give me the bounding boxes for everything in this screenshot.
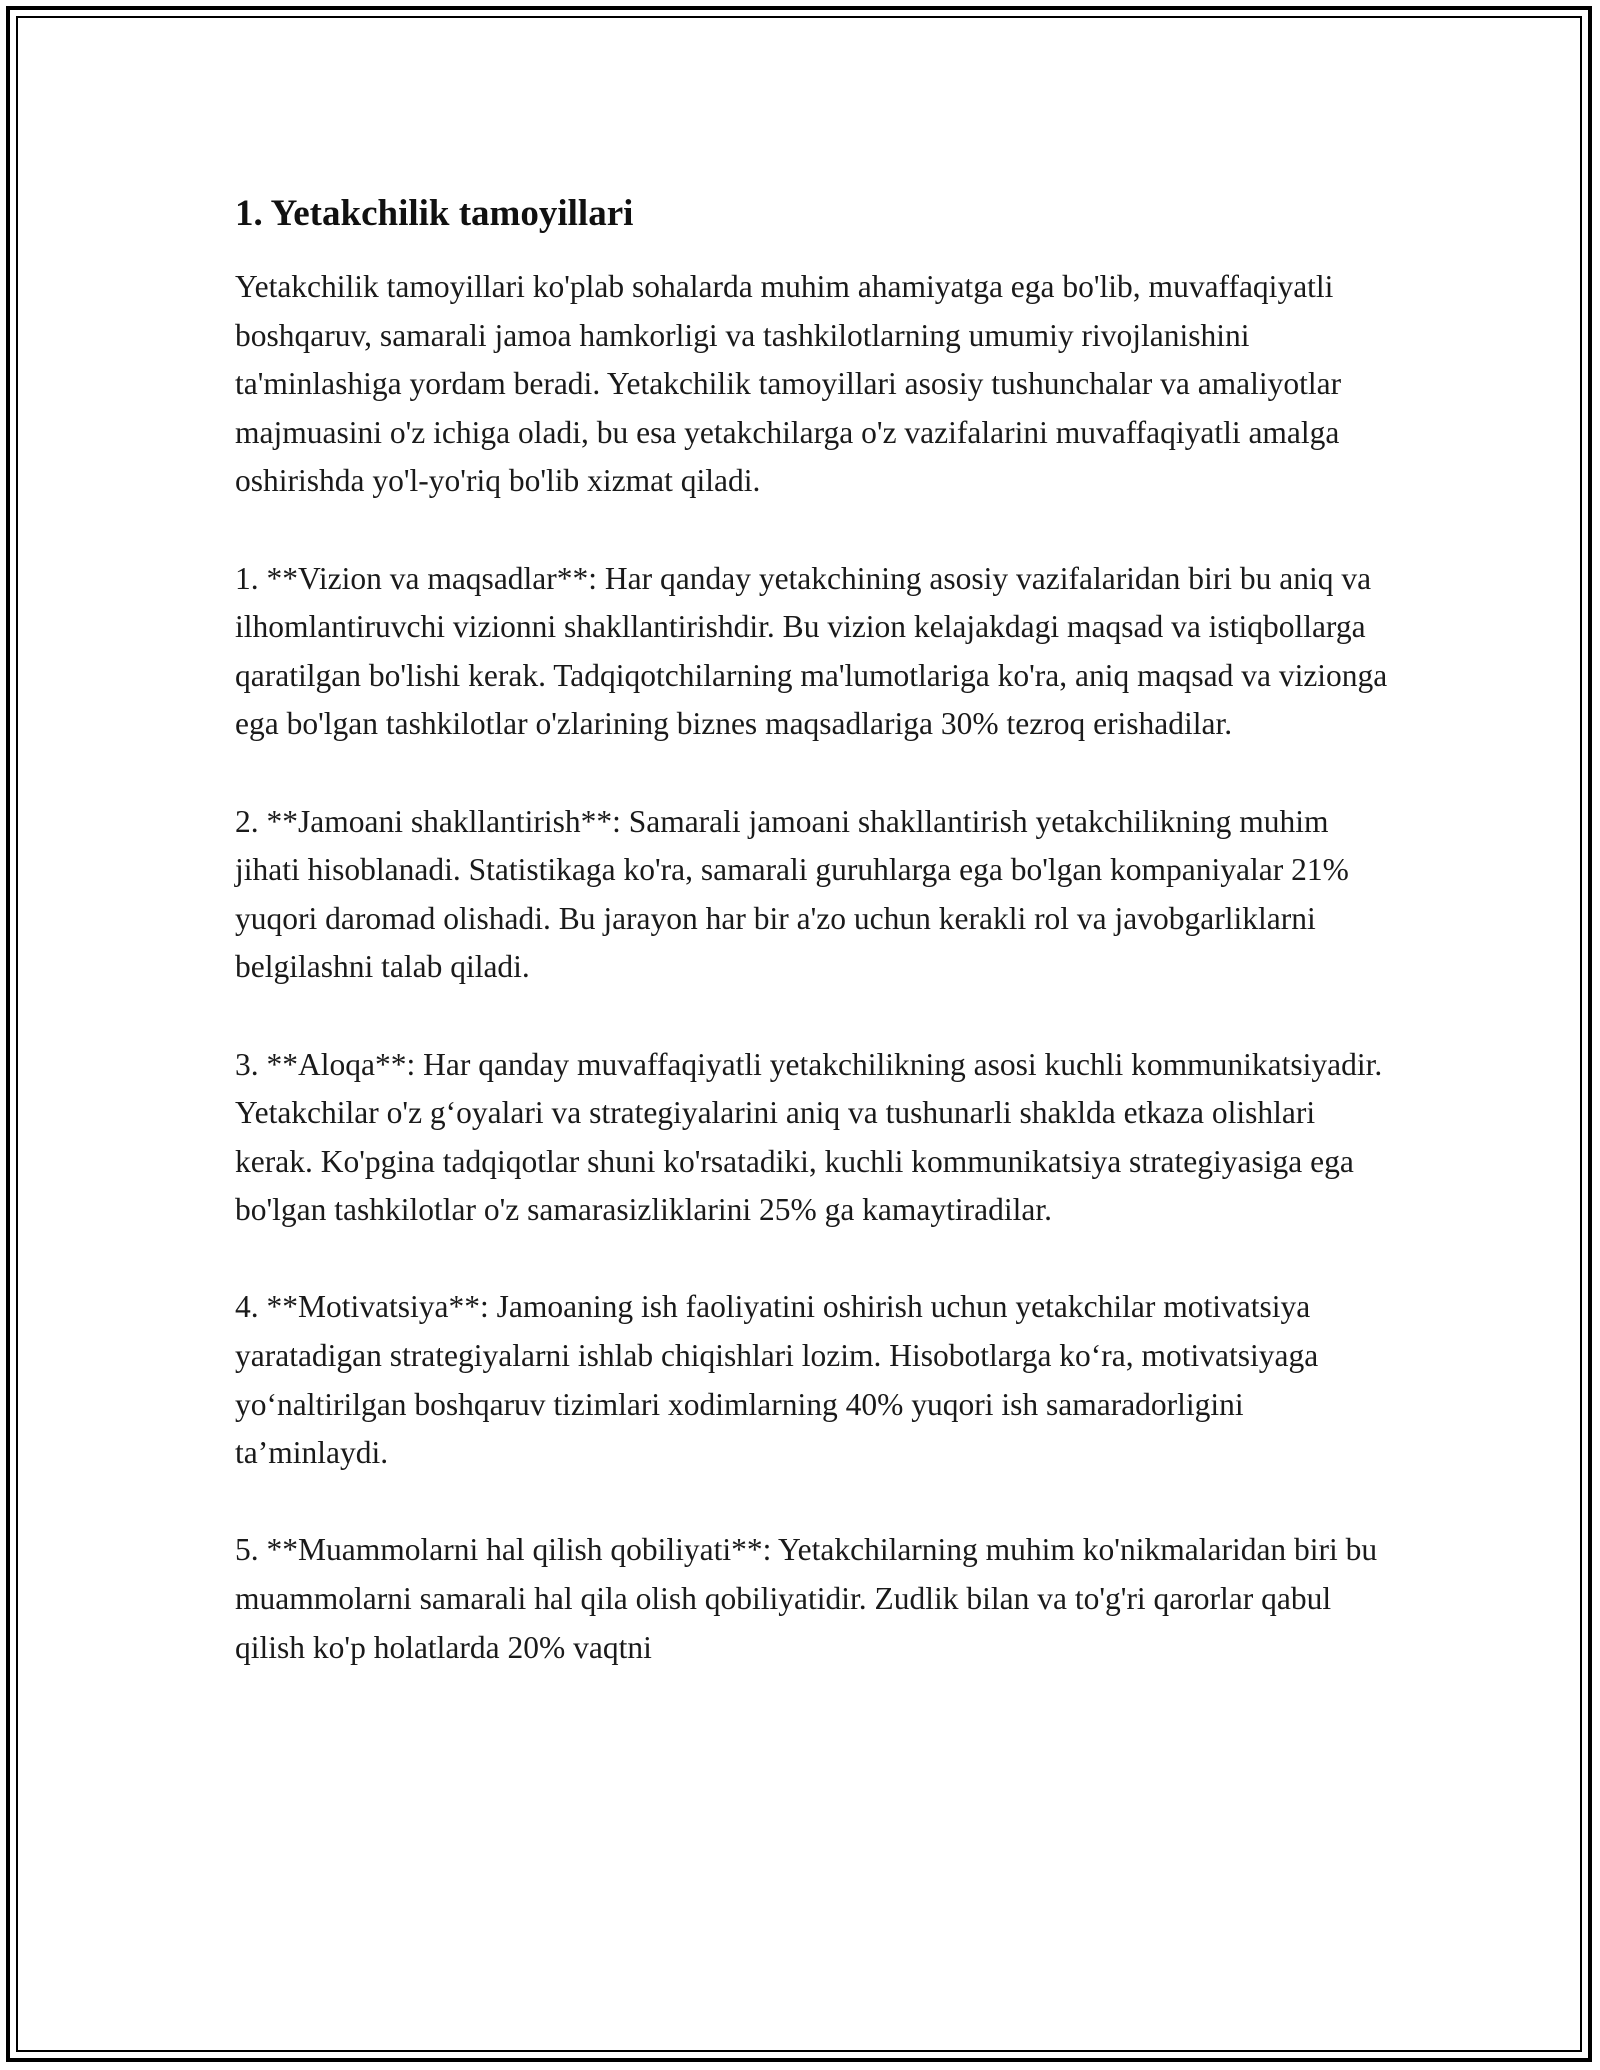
principle-motivation-paragraph: 4. **Motivatsiya**: Jamoaning ish faoliyatini oshirish uchun yetakchilar motivatsiya yaratadigan strategiyalarni ishlab chiqishlari lozim. Hisobotlarga ko‘ra, motivatsiyaga yo‘naltirilgan boshqaruv tizimlari xodimlarning 40% yuqori ish samaradorligini ta’minlaydi. <box>235 1289 1319 1471</box>
principle-team-paragraph: 2. **Jamoani shakllantirish**: Samarali jamoani shakllantirish yetakchilikning muhim jihati hisoblanadi. Statistikaga ko'ra, samarali guruhlarga ega bo'lgan kompaniyalar 21% yuqori daromad olishadi. Bu jarayon har bir a'zo uchun kerakli rol va javobgarliklarni belgilashni talab qiladi. <box>235 803 1349 985</box>
intro-paragraph: Yetakchilik tamoyillari ko'plab sohalarda muhim ahamiyatga ega bo'lib, muvaffaqiyatli boshqaruv, samarali jamoa hamkorligi va tashkilotlarning umumiy rivojlanishini ta'minlashiga yordam beradi. Yetakchilik tamoyillari asosiy tushunchalar va amaliyotlar majmuasini o'z ichiga oladi, bu esa yetakchilarga o'z vazifalarini muvaffaqiyatli amalga oshirishda yo'l-yo'riq bo'lib xizmat qiladi. <box>235 269 1342 499</box>
principle-problem-solving-paragraph: 5. **Muammolarni hal qilish qobiliyati**: Yetakchilarning muhim ko'nikmalaridan biri bu muammolarni samarali hal qila olish qobiliyatidir. Zudlik bilan va to'g'ri qarorlar qabul qilish ko'p holatlarda 20% vaqtni <box>235 1532 1378 1665</box>
principle-vision-paragraph: 1. **Vizion va maqsadlar**: Har qanday yetakchining asosiy vazifalaridan biri bu aniq va ilhomlantiruvchi vizionni shakllantirishdir. Bu vizion kelajakdagi maqsad va istiqbollarga qaratilgan bo'lishi kerak. Tadqiqotchilarning ma'lumotlariga ko'ra, aniq maqsad va vizionga ega bo'lgan tashkilotlar o'zlarining biznes maqsadlariga 30% tezroq erishadilar. <box>235 560 1388 742</box>
document-body <box>235 190 1395 1672</box>
section-heading: 1. Yetakchilik tamoyillari <box>235 193 634 234</box>
principle-communication-paragraph: 3. **Aloqa**: Har qanday muvaffaqiyatli yetakchilikning asosi kuchli kommunikatsiyadir. Yetakchilar o'z g‘oyalari va strategiyalarini aniq va tushunarli shaklda etkaza olishlari kerak. Ko'pgina tadqiqotlar shuni ko'rsatadiki, kuchli kommunikatsiya strategiyasiga ega bo'lgan tashkilotlar o'z samarasizliklarini 25% ga kamaytiradilar. <box>235 1046 1383 1228</box>
